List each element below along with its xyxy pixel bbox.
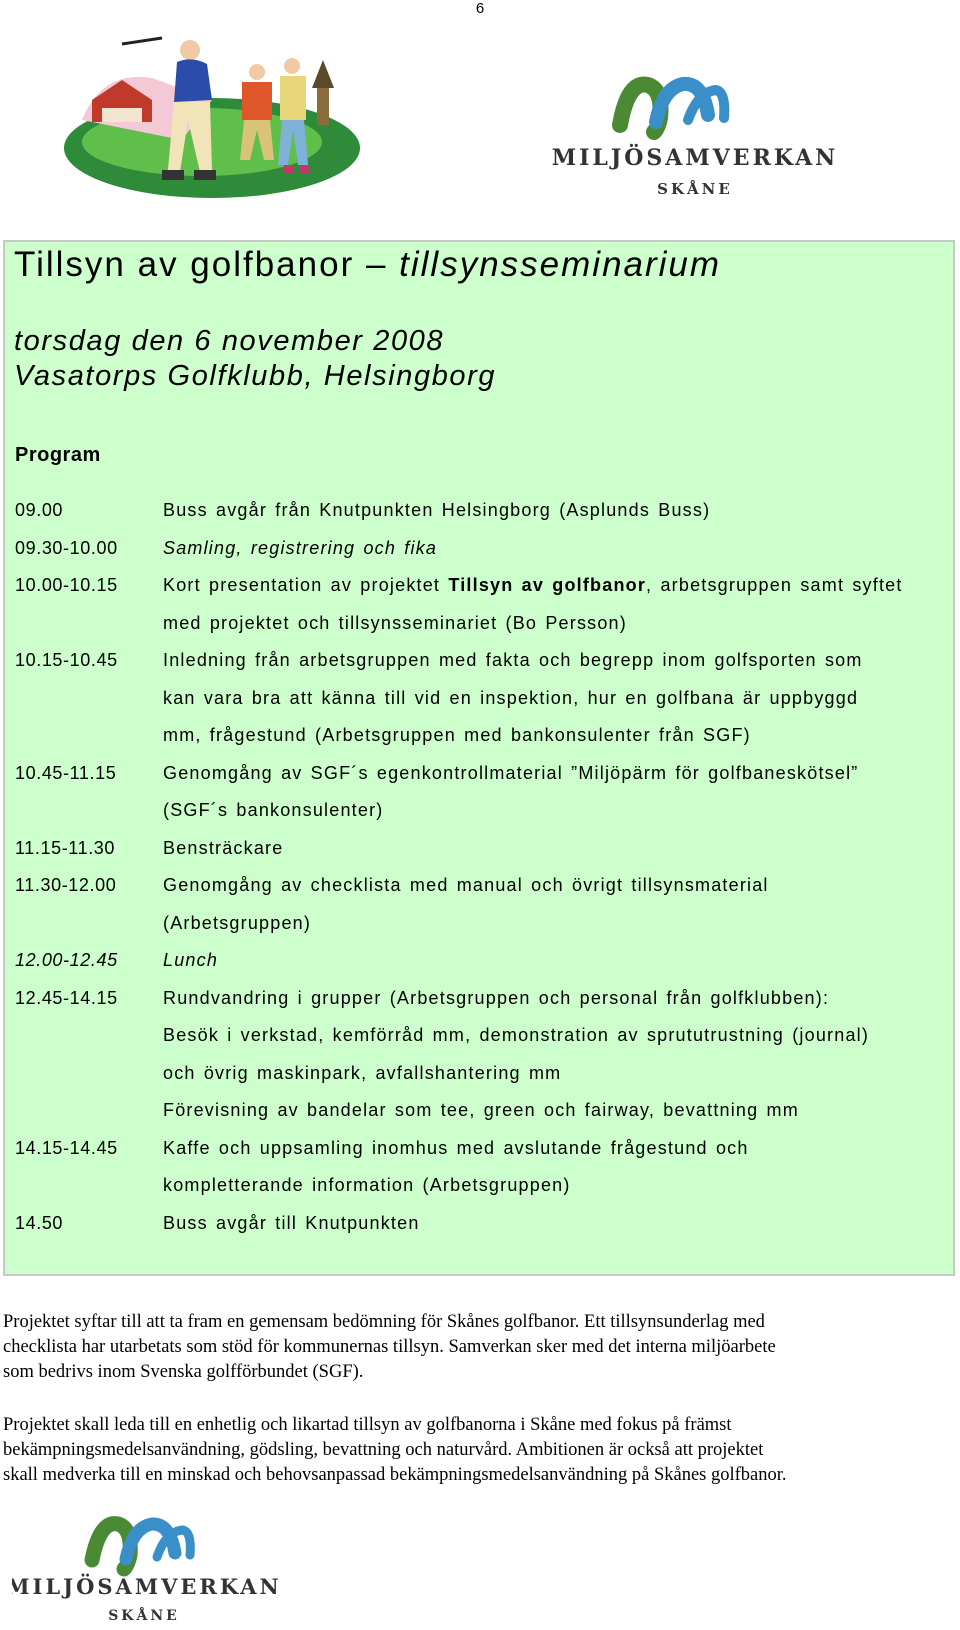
schedule-time: 11.15-11.30 (15, 837, 116, 858)
page-number: 6 (475, 0, 485, 17)
project-goal-paragraph (3, 1413, 948, 1488)
event-date: torsdag den 6 november 2008 (14, 325, 445, 357)
schedule-row (15, 942, 940, 980)
schedule-time: 09.30-10.00 (15, 537, 118, 558)
schedule-time: 11.30-12.00 (15, 875, 117, 895)
schedule-time: 14.15-14.45 (15, 1137, 118, 1158)
schedule-line: (Arbetsgruppen) (163, 912, 312, 933)
schedule-description (163, 530, 940, 568)
schedule-line: Inledning från arbetsgruppen med fakta och begrepp inom golfsporten som (163, 650, 863, 670)
project-name: Tillsyn av golfbanor (448, 575, 647, 595)
schedule-line: kan vara bra att känna till vid en inspektion, hur en golfbana är uppbyggd (163, 687, 859, 708)
miljosamverkan-logo-footer (12, 1515, 292, 1625)
schedule-line: med projektet och tillsynsseminariet (Bo Persson) (163, 612, 627, 633)
schedule-line: mm, frågestund (Arbetsgruppen med bankonsulenter från SGF) (163, 725, 751, 745)
schedule-line: Förevisning av bandelar som tee, green och fairway, bevattning mm (163, 1100, 799, 1120)
schedule-line: och övrig maskinpark, avfallshantering mm (163, 1062, 562, 1083)
schedule-line: Rundvandring i grupper (Arbetsgruppen och personal från golfklubben): (163, 987, 830, 1008)
schedule-description (163, 492, 940, 530)
schedule-row (15, 642, 940, 755)
schedule-row (15, 867, 940, 942)
schedule-line (163, 567, 940, 605)
schedule-description (163, 1130, 940, 1205)
logo-name: MILJÖSAMVERKAN (551, 145, 839, 171)
miljosamverkan-logo (548, 70, 843, 210)
schedule-line: Lunch (163, 950, 219, 970)
schedule-line: Kaffe och uppsamling inomhus med avslutande frågestund och (163, 1137, 749, 1158)
schedule-time: 12.00-12.45 (15, 950, 118, 970)
title-main: Tillsyn av golfbanor – (14, 245, 400, 284)
schedule-row (15, 830, 940, 868)
schedule-row (15, 567, 940, 642)
schedule-row (15, 980, 940, 1130)
program-heading: Program (15, 444, 101, 466)
schedule-line: Buss avgår från Knutpunkten Helsingborg (Asplunds Buss) (163, 500, 711, 520)
schedule-line-tail: , arbetsgruppen samt syftet (646, 575, 903, 595)
schedule-line-text: Kort presentation av projektet (163, 575, 449, 595)
paragraph-line: skall medverka till en minskad och behovsanpassad bekämpningsmedelsanvändning på Skånes golfbanor. (3, 1465, 787, 1485)
schedule-description (163, 642, 940, 755)
schedule-description (163, 830, 940, 868)
schedule-time: 14.50 (15, 1212, 64, 1233)
schedule-description (163, 942, 940, 980)
logo-wave-icon (12, 1515, 292, 1625)
schedule-description (163, 567, 940, 642)
paragraph-line: Projektet skall leda till en enhetlig och likartad tillsyn av golfbanorna i Skåne med fokus på främst (3, 1415, 732, 1435)
program-schedule (15, 492, 940, 1242)
logo-wave-icon (548, 70, 843, 210)
schedule-line: Genomgång av SGF´s egenkontrollmaterial ”Miljöpärm för golfbaneskötsel” (163, 762, 859, 783)
schedule-time: 12.45-14.15 (15, 987, 118, 1008)
schedule-line: (SGF´s bankonsulenter) (163, 800, 384, 820)
page-title (14, 245, 721, 285)
schedule-row (15, 1130, 940, 1205)
schedule-description (163, 980, 940, 1130)
schedule-line: Besök i verkstad, kemförråd mm, demonstration av sprututrustning (journal) (163, 1025, 870, 1045)
schedule-time: 10.00-10.15 (15, 575, 118, 595)
schedule-line: Buss avgår till Knutpunkten (163, 1212, 420, 1233)
project-description-paragraph (3, 1310, 948, 1385)
event-venue: Vasatorps Golfklubb, Helsingborg (14, 360, 497, 392)
schedule-description (163, 755, 940, 830)
logo-name: MILJÖSAMVERKAN (12, 1574, 282, 1599)
paragraph-line: bekämpningsmedelsanvändning, gödsling, bevattning och naturvård. Ambitionen är också att projektet (3, 1440, 764, 1460)
schedule-line: Samling, registrering och fika (163, 537, 438, 558)
paragraph-line: som bedrivs inom Svenska golfförbundet (SGF). (3, 1362, 364, 1382)
schedule-description (163, 1205, 940, 1243)
logo-region: SKÅNE (657, 180, 733, 198)
paragraph-line: Projektet syftar till att ta fram en gemensam bedömning för Skånes golfbanor. Ett tillsynsunderlag med (3, 1312, 765, 1332)
schedule-row (15, 492, 940, 530)
schedule-time: 10.15-10.45 (15, 650, 118, 670)
paragraph-line: checklista har utarbetats som stöd för kommunernas tillsyn. Samverkan sker med det interna miljöarbete (3, 1337, 776, 1357)
schedule-time: 09.00 (15, 500, 64, 520)
schedule-line: Genomgång av checklista med manual och övrigt tillsynsmaterial (163, 875, 769, 895)
logo-region: SKÅNE (108, 1608, 180, 1624)
schedule-row (15, 530, 940, 568)
schedule-description (163, 867, 940, 942)
title-italic: tillsynsseminarium (399, 245, 722, 284)
schedule-line: Bensträckare (163, 837, 284, 858)
schedule-time: 10.45-11.15 (15, 762, 117, 783)
schedule-row (15, 755, 940, 830)
golf-illustration (62, 30, 362, 202)
schedule-line: kompletterande information (Arbetsgruppen) (163, 1175, 571, 1195)
schedule-row (15, 1205, 940, 1243)
